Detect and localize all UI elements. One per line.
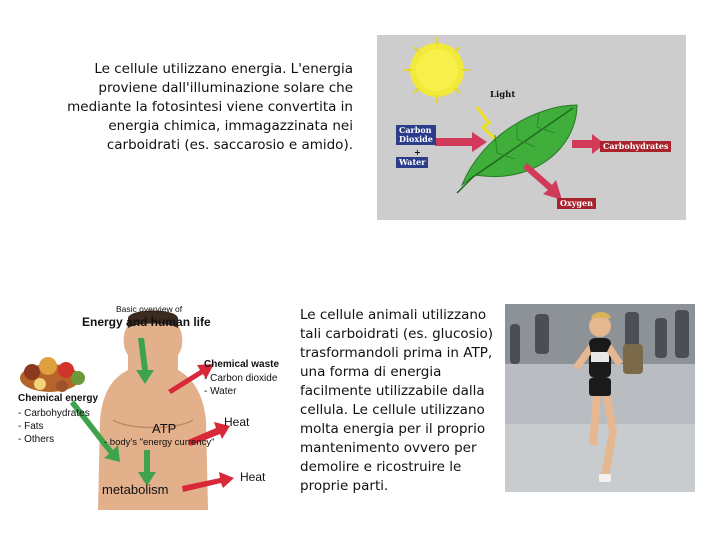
energy-list xyxy=(18,407,90,446)
animal-cells-paragraph: Le cellule animali utilizzano tali carboidrati (es. glucosio) trasformandoli prima in ATP, una forma di energia facilmente utilizzabile dalla cellula. Le cellule utilizzano molta energia per il proprio mantenimento ovvero per demolire e ricostruire le proprie parti. xyxy=(300,307,493,494)
plus-label: + xyxy=(414,147,421,157)
energy-item: - Fats xyxy=(18,421,44,432)
heat-label-2: Heat xyxy=(240,470,266,484)
energy-title: Energy and human life xyxy=(82,315,211,329)
food-icon xyxy=(20,357,85,392)
photosynthesis-figure xyxy=(377,35,686,220)
waste-item: - Water xyxy=(204,386,237,397)
energy-item: - Others xyxy=(18,434,55,445)
sun-icon xyxy=(404,37,470,103)
energy-figure xyxy=(18,300,294,510)
person-icon xyxy=(98,311,208,511)
oxygen-arrow-icon xyxy=(523,163,562,200)
chemical-energy-label: Chemical energy xyxy=(18,393,99,404)
energy-item: - Carbohydrates xyxy=(18,408,90,419)
heat-label-1: Heat xyxy=(224,415,250,429)
light-label: Light xyxy=(490,90,516,100)
runner-illustration xyxy=(505,304,695,492)
metabolism-label: metabolism xyxy=(102,482,169,497)
atp-label: ATP xyxy=(152,421,177,436)
carbohydrates-label: Carbohydrates xyxy=(600,141,671,152)
waste-list xyxy=(204,372,277,398)
light-ray-icon xyxy=(477,107,497,141)
intro-paragraph: Le cellule utilizzano energia. L'energia proviene dall'illuminazione solare che mediante la fotosintesi viene convertita in energia chimica, immagazzinata nei carboidrati (es. saccarosio e amido). xyxy=(67,61,353,153)
input-arrow-icon xyxy=(435,132,487,152)
carbon-dioxide-label: Carbon Dioxide xyxy=(396,125,436,145)
atp-description: - body's "energy currency" xyxy=(104,437,215,448)
energy-subtitle: Basic overview of xyxy=(116,304,183,314)
oxygen-label: Oxygen xyxy=(557,198,596,209)
chemical-waste-label: Chemical waste xyxy=(204,359,280,370)
waste-item: - Carbon dioxide xyxy=(204,373,278,384)
runner-photo xyxy=(505,304,695,492)
water-label: Water xyxy=(396,157,428,168)
